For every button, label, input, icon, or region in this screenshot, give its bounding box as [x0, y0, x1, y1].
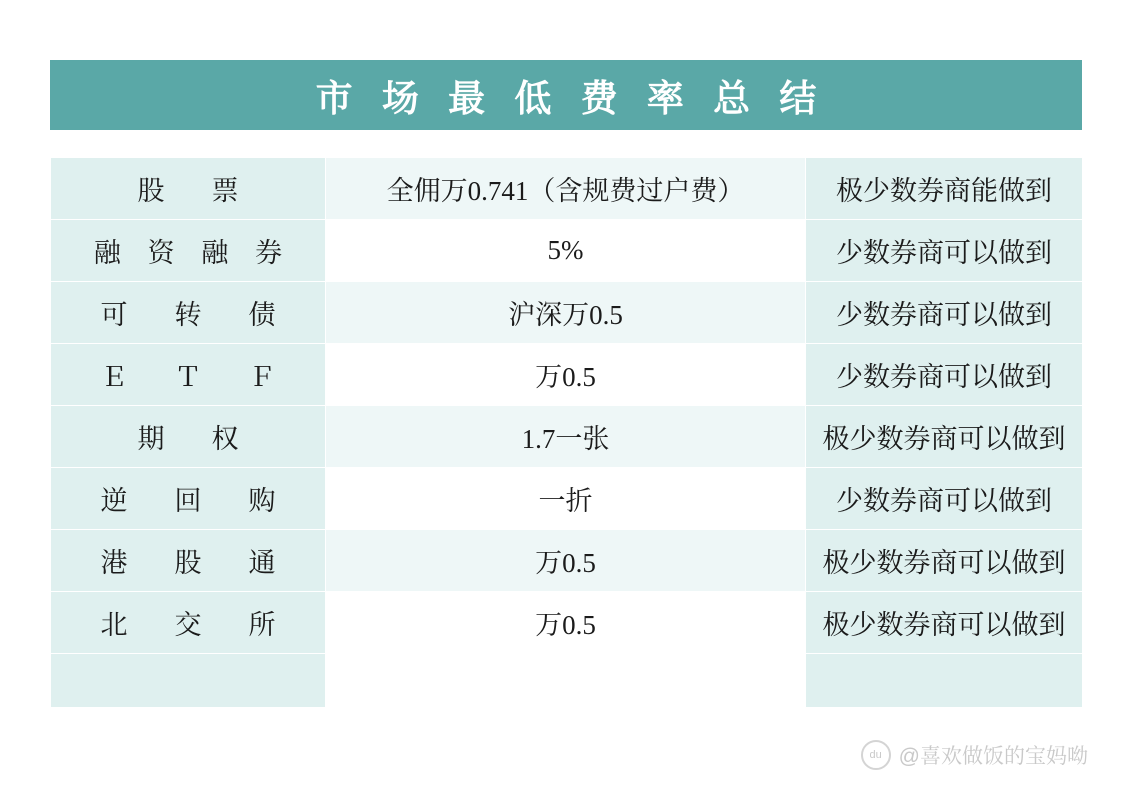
table-row [51, 468, 1083, 530]
row-item: 可 转 债 [51, 282, 326, 344]
watermark-text: @喜欢做饭的宝妈呦 [898, 745, 1088, 768]
row-rate: 1.7一张 [326, 406, 806, 468]
row-note: 少数券商可以做到 [806, 468, 1083, 530]
table-row [51, 158, 1083, 220]
row-rate: 万0.5 [326, 344, 806, 406]
row-note [806, 654, 1083, 708]
table-row [51, 654, 1083, 708]
table-row [51, 592, 1083, 654]
watermark [861, 740, 1088, 770]
row-item: 股 票 [51, 158, 326, 220]
fee-table-container [50, 157, 1082, 708]
table-row [51, 344, 1083, 406]
baidu-logo-icon: du [861, 740, 891, 770]
row-item [51, 654, 326, 708]
row-item: 逆 回 购 [51, 468, 326, 530]
row-note: 少数券商可以做到 [806, 282, 1083, 344]
table-row [51, 282, 1083, 344]
row-rate: 沪深万0.5 [326, 282, 806, 344]
row-note: 极少数券商可以做到 [806, 592, 1083, 654]
row-note: 极少数券商可以做到 [806, 530, 1083, 592]
fee-table [50, 157, 1083, 708]
row-rate [326, 654, 806, 708]
row-item: 期 权 [51, 406, 326, 468]
fee-table-body [51, 158, 1083, 708]
row-item: 北 交 所 [51, 592, 326, 654]
row-item: Ｅ Ｔ Ｆ [51, 344, 326, 406]
row-note: 极少数券商能做到 [806, 158, 1083, 220]
row-item: 融 资 融 券 [51, 220, 326, 282]
row-rate: 一折 [326, 468, 806, 530]
row-rate: 万0.5 [326, 530, 806, 592]
table-row [51, 530, 1083, 592]
title-banner [50, 60, 1082, 130]
row-rate: 全佣万0.741（含规费过户费） [326, 158, 806, 220]
table-row [51, 406, 1083, 468]
row-note: 极少数券商可以做到 [806, 406, 1083, 468]
row-note: 少数券商可以做到 [806, 220, 1083, 282]
page-title: 市 场 最 低 费 率 总 结 [315, 79, 827, 120]
row-note: 少数券商可以做到 [806, 344, 1083, 406]
row-rate: 万0.5 [326, 592, 806, 654]
table-row [51, 220, 1083, 282]
row-rate: 5% [326, 220, 806, 282]
row-item: 港 股 通 [51, 530, 326, 592]
